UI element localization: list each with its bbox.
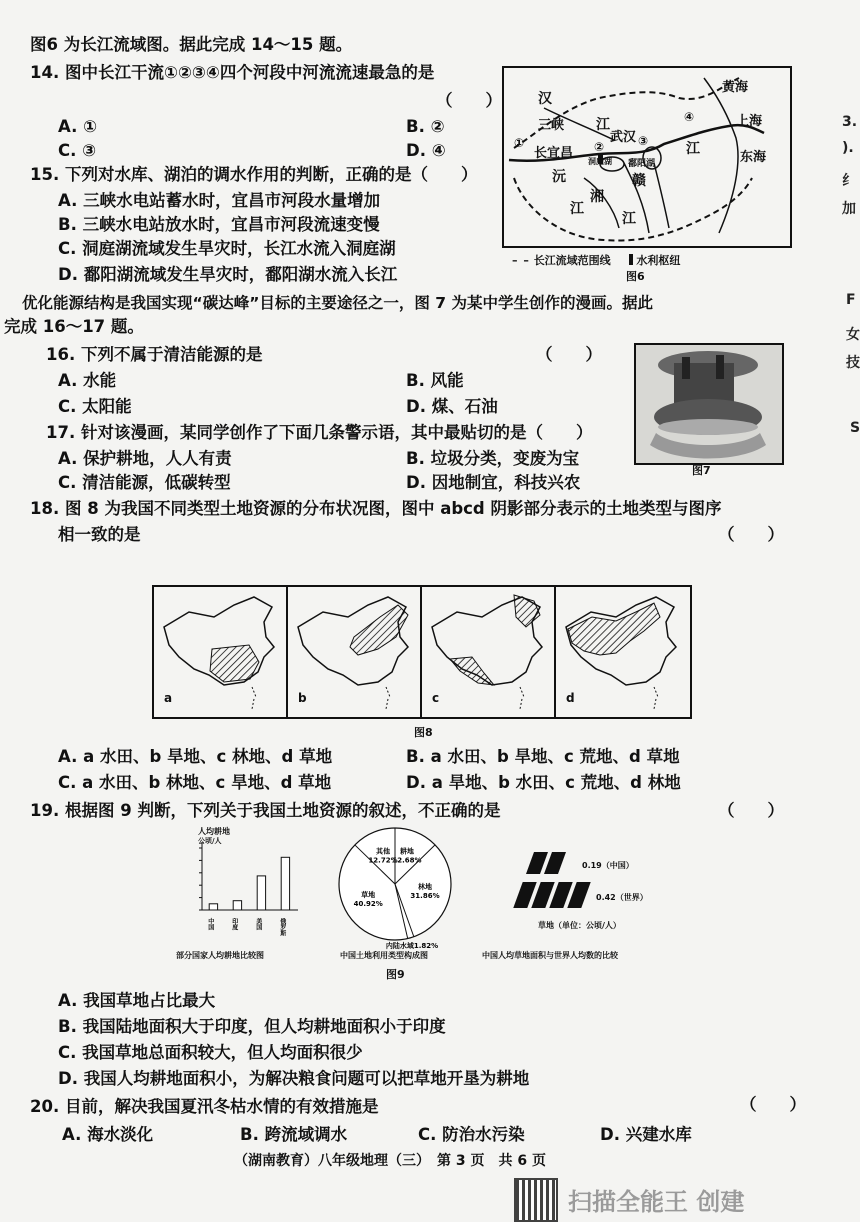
fig7-cartoon bbox=[634, 343, 784, 465]
q20-option-a[interactable]: A. 海水淡化 bbox=[62, 1125, 154, 1144]
fig7-cartoon-drawing bbox=[636, 345, 782, 463]
q18-paren: （ ） bbox=[718, 525, 784, 544]
fig6-marker-1: ① bbox=[514, 136, 525, 150]
intro-fig7-line2: 完成 16～17 题。 bbox=[4, 317, 144, 336]
fig6-label-11: 赣 bbox=[632, 173, 646, 189]
fig6-legend: – – 长江流域范围线 水利枢纽 bbox=[512, 254, 681, 267]
q19-option-c[interactable]: C. 我国草地总面积较大，但人均面积很少 bbox=[58, 1043, 363, 1062]
fig6-marker-2: ② bbox=[594, 140, 605, 154]
q17-option-a[interactable]: A. 保护耕地，人人有责 bbox=[58, 449, 232, 468]
fig8-caption: 图8 bbox=[414, 726, 433, 739]
q19-option-a[interactable]: A. 我国草地占比最大 bbox=[58, 991, 216, 1010]
watermark-text: 扫描全能王 创建 bbox=[568, 1188, 745, 1216]
fig8-panel-b bbox=[288, 587, 422, 717]
q18-stem: 18. 图 8 为我国不同类型土地资源的分布状况图，图中 abcd 阴影部分表示的土地类型与图序 bbox=[30, 499, 722, 518]
fig6-label-10: 江 bbox=[570, 201, 584, 217]
fig9-caption: 图9 bbox=[386, 968, 405, 981]
fig8-label-d: d bbox=[566, 691, 575, 705]
fig6-label-7: 鄱阳湖 bbox=[628, 159, 656, 169]
q14-paren: （ ） bbox=[436, 91, 502, 110]
fig6-marker-4: ④ bbox=[684, 110, 695, 124]
china-map-icon bbox=[556, 587, 688, 717]
q16-stem: 16. 下列不属于清洁能源的是 bbox=[46, 345, 263, 364]
bar-category-label: 俄罗斯 bbox=[278, 918, 286, 936]
fig6-label-12: 江 bbox=[622, 211, 636, 227]
bar-中国 bbox=[209, 904, 217, 910]
bar-美国 bbox=[257, 876, 265, 910]
q17-option-b[interactable]: B. 垃圾分类，变废为宝 bbox=[406, 449, 580, 468]
pie-value-label: 12.68% bbox=[392, 856, 422, 865]
fig6-label-13: 江 bbox=[686, 141, 700, 157]
fig9-pict-unit: 草地（单位：公顷/人） bbox=[538, 921, 621, 930]
q20-option-c[interactable]: C. 防治水污染 bbox=[418, 1125, 525, 1144]
fig6-label-8: 沅 bbox=[552, 169, 566, 185]
q16-option-a[interactable]: A. 水能 bbox=[58, 371, 117, 390]
dam-icon bbox=[629, 254, 633, 265]
fig9-pict-world: 0.42（世界） bbox=[596, 893, 648, 902]
fig9-bar-unit: 公顷/人 bbox=[198, 837, 222, 845]
q14-option-d[interactable]: D. ④ bbox=[406, 141, 446, 160]
fig6-marker-3: ③ bbox=[638, 134, 649, 148]
china-map-icon bbox=[154, 587, 286, 717]
q14-option-c[interactable]: C. ③ bbox=[58, 141, 97, 160]
pie-value-label: 12.72% bbox=[368, 856, 398, 865]
fig6-label-9: 湘 bbox=[590, 189, 604, 205]
fig8-label-b: b bbox=[298, 691, 307, 705]
fig6-label-15: 上海 bbox=[736, 114, 763, 129]
edge-artifact: 纟 bbox=[842, 173, 856, 189]
q15-stem: 15. 下列对水库、湖泊的调水作用的判断，正确的是（ ） bbox=[30, 165, 478, 184]
fig6-label-3: 三峡 bbox=[538, 118, 565, 133]
qr-code-icon bbox=[514, 1178, 558, 1222]
edge-artifact: 加 bbox=[842, 201, 856, 217]
fig9-bar-chart bbox=[184, 826, 304, 936]
q17-option-d[interactable]: D. 因地制宜，科技兴农 bbox=[406, 473, 581, 492]
fig9-bar-svg bbox=[184, 826, 304, 936]
q18-stem2: 相一致的是 bbox=[58, 525, 141, 544]
fig9-pict-caption: 中国人均草地面积与世界人均数的比较 bbox=[482, 951, 618, 960]
edge-artifact: ). bbox=[842, 140, 854, 156]
fig8-maps bbox=[152, 585, 692, 719]
q14-option-b[interactable]: B. ② bbox=[406, 117, 445, 136]
q18-option-c[interactable]: C. a 水田、b 林地、c 旱地、d 草地 bbox=[58, 773, 332, 792]
fig9-bar-caption: 部分国家人均耕地比较图 bbox=[176, 951, 264, 960]
edge-artifact: 技 bbox=[846, 355, 860, 371]
q14-option-a[interactable]: A. ① bbox=[58, 117, 98, 136]
edge-artifact: 3. bbox=[842, 114, 858, 130]
q15-option-d[interactable]: D. 鄱阳湖流域发生旱灾时，鄱阳湖水流入长江 bbox=[58, 265, 398, 284]
q20-option-d[interactable]: D. 兴建水库 bbox=[600, 1125, 692, 1144]
q19-paren: （ ） bbox=[718, 801, 784, 820]
intro-fig6: 图6 为长江流域图。据此完成 14～15 题。 bbox=[30, 35, 353, 54]
q20-paren: （ ） bbox=[740, 1095, 806, 1114]
fig9-pie-chart bbox=[330, 822, 460, 952]
q18-option-b[interactable]: B. a 水田、b 旱地、c 荒地、d 草地 bbox=[406, 747, 680, 766]
q19-option-d[interactable]: D. 我国人均耕地面积小，为解决粮食问题可以把草地开垦为耕地 bbox=[58, 1069, 530, 1088]
pie-category-label: 林地 bbox=[418, 882, 433, 891]
fig6-label-5: 长宜昌 bbox=[534, 146, 574, 161]
fig6-label-1: 汉 bbox=[538, 91, 552, 107]
fig6-legend-dam: 水利枢纽 bbox=[636, 254, 681, 267]
q17-stem: 17. 针对该漫画，某同学创作了下面几条警示语，其中最贴切的是（ ） bbox=[46, 423, 593, 442]
fig8-label-c: c bbox=[432, 691, 440, 705]
q16-paren: （ ） bbox=[536, 345, 602, 364]
q20-stem: 20. 目前，解决我国夏汛冬枯水情的有效措施是 bbox=[30, 1097, 379, 1116]
bar-category-label: 中国 bbox=[206, 918, 214, 930]
edge-artifact: F bbox=[846, 292, 856, 308]
q16-option-c[interactable]: C. 太阳能 bbox=[58, 397, 132, 416]
edge-artifact: S bbox=[850, 420, 860, 436]
q19-stem: 19. 根据图 9 判断，下列关于我国土地资源的叙述，不正确的是 bbox=[30, 801, 501, 820]
pie-value-label: 40.92% bbox=[353, 900, 383, 909]
fig6-caption: 图6 bbox=[626, 270, 645, 283]
bar-category-label: 印度 bbox=[230, 918, 238, 930]
pie-category-label: 草地 bbox=[361, 891, 376, 900]
q16-option-b[interactable]: B. 风能 bbox=[406, 371, 464, 390]
bar-印度 bbox=[233, 901, 241, 910]
bar-category-label: 美国 bbox=[254, 918, 262, 930]
fig7-caption: 图7 bbox=[692, 464, 711, 477]
fig9-pie-caption: 中国土地利用类型构成图 bbox=[340, 951, 428, 960]
bar-俄罗斯 bbox=[281, 857, 289, 910]
pie-category-label: 其他 bbox=[376, 847, 391, 856]
q15-option-a[interactable]: A. 三峡水电站蓄水时，宜昌市河段水量增加 bbox=[58, 191, 381, 210]
q17-option-c[interactable]: C. 清洁能源，低碳转型 bbox=[58, 473, 231, 492]
q15-option-c[interactable]: C. 洞庭湖流域发生旱灾时，长江水流入洞庭湖 bbox=[58, 239, 396, 258]
fig6-label-16: 东海 bbox=[740, 150, 767, 165]
q14-stem: 14. 图中长江干流①②③④四个河段中河流流速最急的是 bbox=[30, 63, 435, 82]
fig6-label-14: 黄海 bbox=[722, 80, 749, 95]
fig9-pictogram bbox=[508, 852, 678, 932]
china-map-icon bbox=[422, 587, 554, 717]
fig9-pie-svg bbox=[330, 822, 460, 952]
china-map-icon bbox=[288, 587, 420, 717]
page-footer: （湖南教育）八年级地理（三） 第 3 页 共 6 页 bbox=[234, 1153, 546, 1169]
fig8-label-a: a bbox=[164, 691, 173, 705]
intro-fig7-line1: 优化能源结构是我国实现“碳达峰”目标的主要途径之一，图 7 为某中学生创作的漫画。据此 bbox=[22, 294, 653, 312]
fig8-panel-c bbox=[422, 587, 556, 717]
edge-artifact: 女 bbox=[846, 327, 860, 343]
q18-option-d[interactable]: D. a 旱地、b 水田、c 荒地、d 林地 bbox=[406, 773, 681, 792]
q20-option-b[interactable]: B. 跨流域调水 bbox=[240, 1125, 348, 1144]
pie-category-label: 内陆水域1.82% bbox=[385, 942, 439, 950]
fig8-panel-a bbox=[154, 587, 288, 717]
pie-value-label: 31.86% bbox=[410, 891, 440, 900]
fig9-pict-china: 0.19（中国） bbox=[582, 861, 634, 870]
fig6-legend-boundary: 长江流域范围线 bbox=[533, 254, 611, 267]
fig9-bar-ylabel: 人均耕地 bbox=[198, 827, 230, 836]
q15-option-b[interactable]: B. 三峡水电站放水时，宜昌市河段流速变慢 bbox=[58, 215, 380, 234]
fig6-label-4: 武汉 bbox=[610, 130, 637, 145]
fig6-label-2: 江 bbox=[596, 117, 610, 133]
pie-category-label: 耕地 bbox=[399, 847, 414, 856]
q16-option-d[interactable]: D. 煤、石油 bbox=[406, 397, 498, 416]
fig6-label-6: 洞庭湖 bbox=[588, 157, 612, 166]
fig8-panel-d bbox=[556, 587, 688, 717]
q19-option-b[interactable]: B. 我国陆地面积大于印度，但人均耕地面积小于印度 bbox=[58, 1017, 446, 1036]
q18-option-a[interactable]: A. a 水田、b 旱地、c 林地、d 草地 bbox=[58, 747, 333, 766]
grass-block-icon bbox=[544, 852, 566, 874]
fig6-map bbox=[502, 66, 792, 248]
